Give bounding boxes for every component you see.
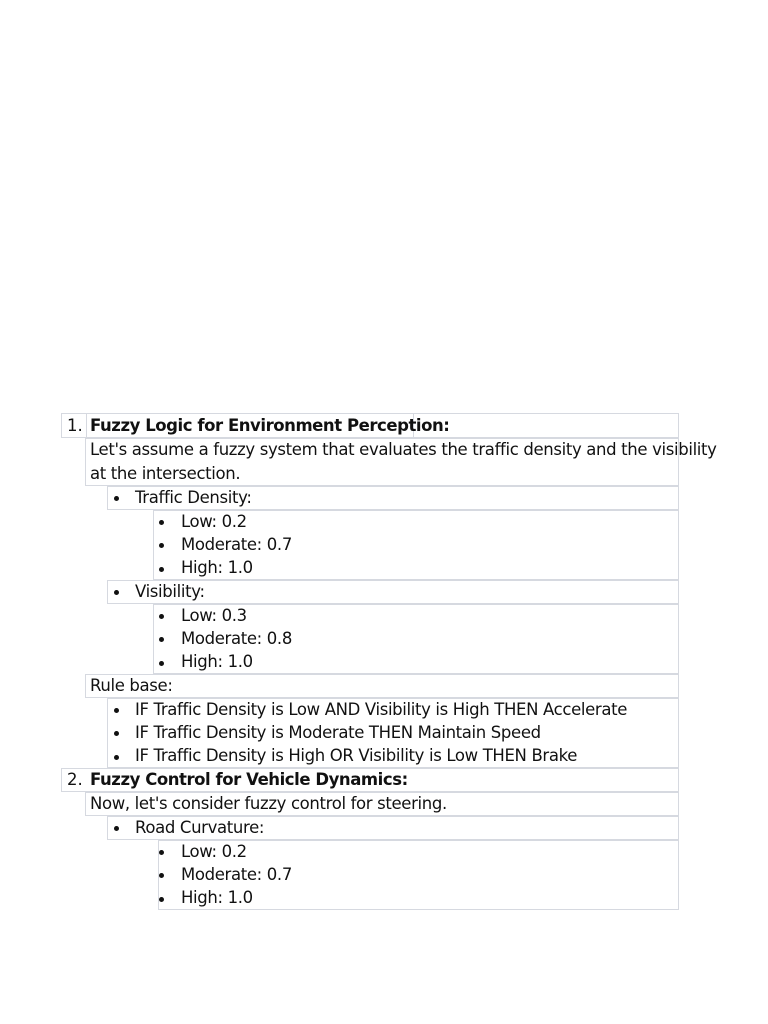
rule-item: IF Traffic Density is High OR Visibility is Low THEN Brake	[135, 746, 578, 765]
section-heading: Fuzzy Logic for Environment Perception:	[90, 416, 450, 435]
level-item: Moderate: 0.7	[181, 535, 292, 554]
bullet-icon	[159, 850, 164, 855]
bullet-icon	[114, 590, 119, 595]
level-item: Low: 0.2	[181, 512, 247, 531]
paragraph-line: Now, let's consider fuzzy control for steering.	[90, 794, 447, 813]
variable-label: Traffic Density:	[135, 488, 252, 507]
bullet-icon	[159, 661, 164, 666]
level-item: High: 1.0	[181, 558, 253, 577]
rule-item: IF Traffic Density is Moderate THEN Maintain Speed	[135, 723, 541, 742]
bullet-icon	[159, 520, 164, 525]
bullet-icon	[159, 543, 164, 548]
bullet-icon	[114, 826, 119, 831]
bullet-icon	[159, 873, 164, 878]
bullet-icon	[159, 637, 164, 642]
variable-label: Road Curvature:	[135, 818, 265, 837]
bullet-icon	[159, 897, 164, 902]
rule-item: IF Traffic Density is Low AND Visibility is High THEN Accelerate	[135, 700, 628, 719]
list-number: 1.	[67, 416, 83, 435]
bullet-icon	[159, 614, 164, 619]
level-item: Moderate: 0.7	[181, 865, 292, 884]
level-item: High: 1.0	[181, 652, 253, 671]
rule-base-label: Rule base:	[90, 676, 173, 695]
level-item: High: 1.0	[181, 888, 253, 907]
bullet-icon	[114, 755, 119, 760]
level-item: Low: 0.3	[181, 606, 247, 625]
level-item: Moderate: 0.8	[181, 629, 292, 648]
section-heading: Fuzzy Control for Vehicle Dynamics:	[90, 770, 408, 789]
list-number: 2.	[67, 770, 83, 789]
paragraph-frame	[85, 674, 679, 698]
variable-label: Visibility:	[135, 582, 205, 601]
bullet-icon	[114, 708, 119, 713]
bullet-icon	[114, 496, 119, 501]
bullet-icon	[159, 567, 164, 572]
paragraph-line: at the intersection.	[90, 464, 241, 483]
paragraph-line: Let's assume a fuzzy system that evaluates the traffic density and the visibility	[90, 440, 717, 459]
level-item: Low: 0.2	[181, 842, 247, 861]
bullet-icon	[114, 731, 119, 736]
